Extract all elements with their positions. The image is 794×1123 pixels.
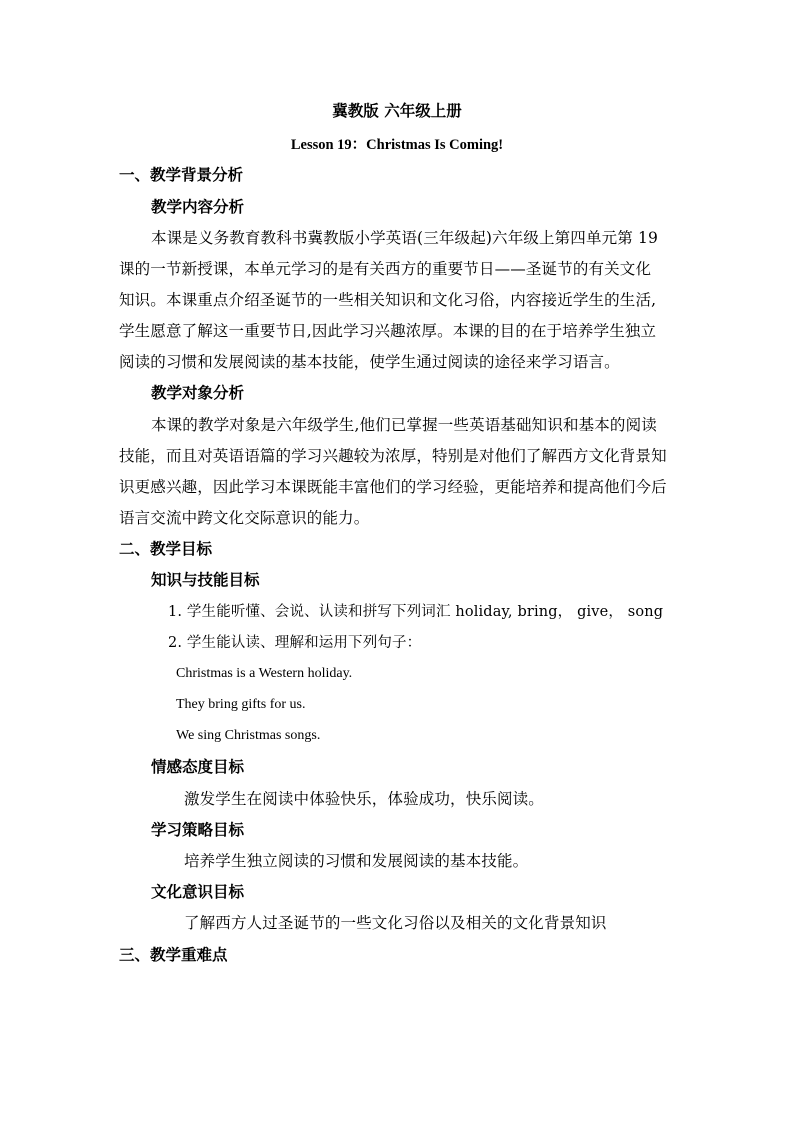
section-heading-key-points: 三、教学重难点 (119, 945, 228, 964)
subheading-student-analysis: 教学对象分析 (151, 383, 245, 402)
subheading-strategy: 学习策略目标 (151, 820, 245, 839)
paragraph-line: 识更感兴趣，因此学习本课既能丰富他们的学习经验，更能培养和提高他们今后 (119, 478, 667, 496)
emotion-text: 激发学生在阅读中体验快乐，体验成功，快乐阅读。 (184, 790, 544, 808)
paragraph-line: 阅读的习惯和发展阅读的基本技能，使学生通过阅读的途径来学习语言。 (119, 353, 620, 371)
paragraph-line: 本课的教学对象是六年级学生,他们已掌握一些英语基础知识和基本的阅读 (151, 416, 657, 434)
paragraph-line: 学生愿意了解这一重要节日,因此学习兴趣浓厚。本课的目的在于培养学生独立 (119, 322, 657, 340)
paragraph-line: 知识。本课重点介绍圣诞节的一些相关知识和文化习俗，内容接近学生的生活, (119, 291, 657, 309)
objective-item-vocabulary: 1. 学生能听懂、会说、认读和拼写下列词汇 holiday, bring， give， song (168, 604, 664, 620)
paragraph-line: 语言交流中跨文化交际意识的能力。 (119, 509, 370, 527)
section-heading-objectives: 二、教学目标 (119, 539, 213, 558)
section-heading-background: 一、教学背景分析 (119, 165, 244, 184)
example-sentence: Christmas is a Western holiday. (176, 666, 353, 681)
strategy-text: 培养学生独立阅读的习惯和发展阅读的基本技能。 (184, 852, 529, 870)
subheading-knowledge-skills: 知识与技能目标 (151, 570, 260, 589)
culture-text: 了解西方人过圣诞节的一些文化习俗以及相关的文化背景知识 (184, 914, 607, 932)
example-sentence: They bring gifts for us. (176, 697, 306, 712)
objective-item-sentences: 2. 学生能认读、理解和运用下列句子： (168, 635, 422, 651)
paragraph-line: 课的一节新授课，本单元学习的是有关西方的重要节日——圣诞节的有关文化 (119, 260, 652, 278)
paragraph-line: 技能，而且对英语语篇的学习兴趣较为浓厚，特别是对他们了解西方文化背景知 (119, 447, 667, 465)
lesson-title: Lesson 19：Christmas Is Coming! (290, 137, 504, 153)
example-sentence: We sing Christmas songs. (176, 728, 321, 743)
subheading-emotion: 情感态度目标 (151, 757, 245, 776)
document-title: 冀教版 六年级上册 (332, 101, 462, 120)
subheading-culture: 文化意识目标 (151, 882, 245, 901)
subheading-content-analysis: 教学内容分析 (151, 197, 245, 216)
paragraph-line: 本课是义务教育教科书冀教版小学英语(三年级起)六年级上第四单元第 19 (151, 229, 658, 247)
